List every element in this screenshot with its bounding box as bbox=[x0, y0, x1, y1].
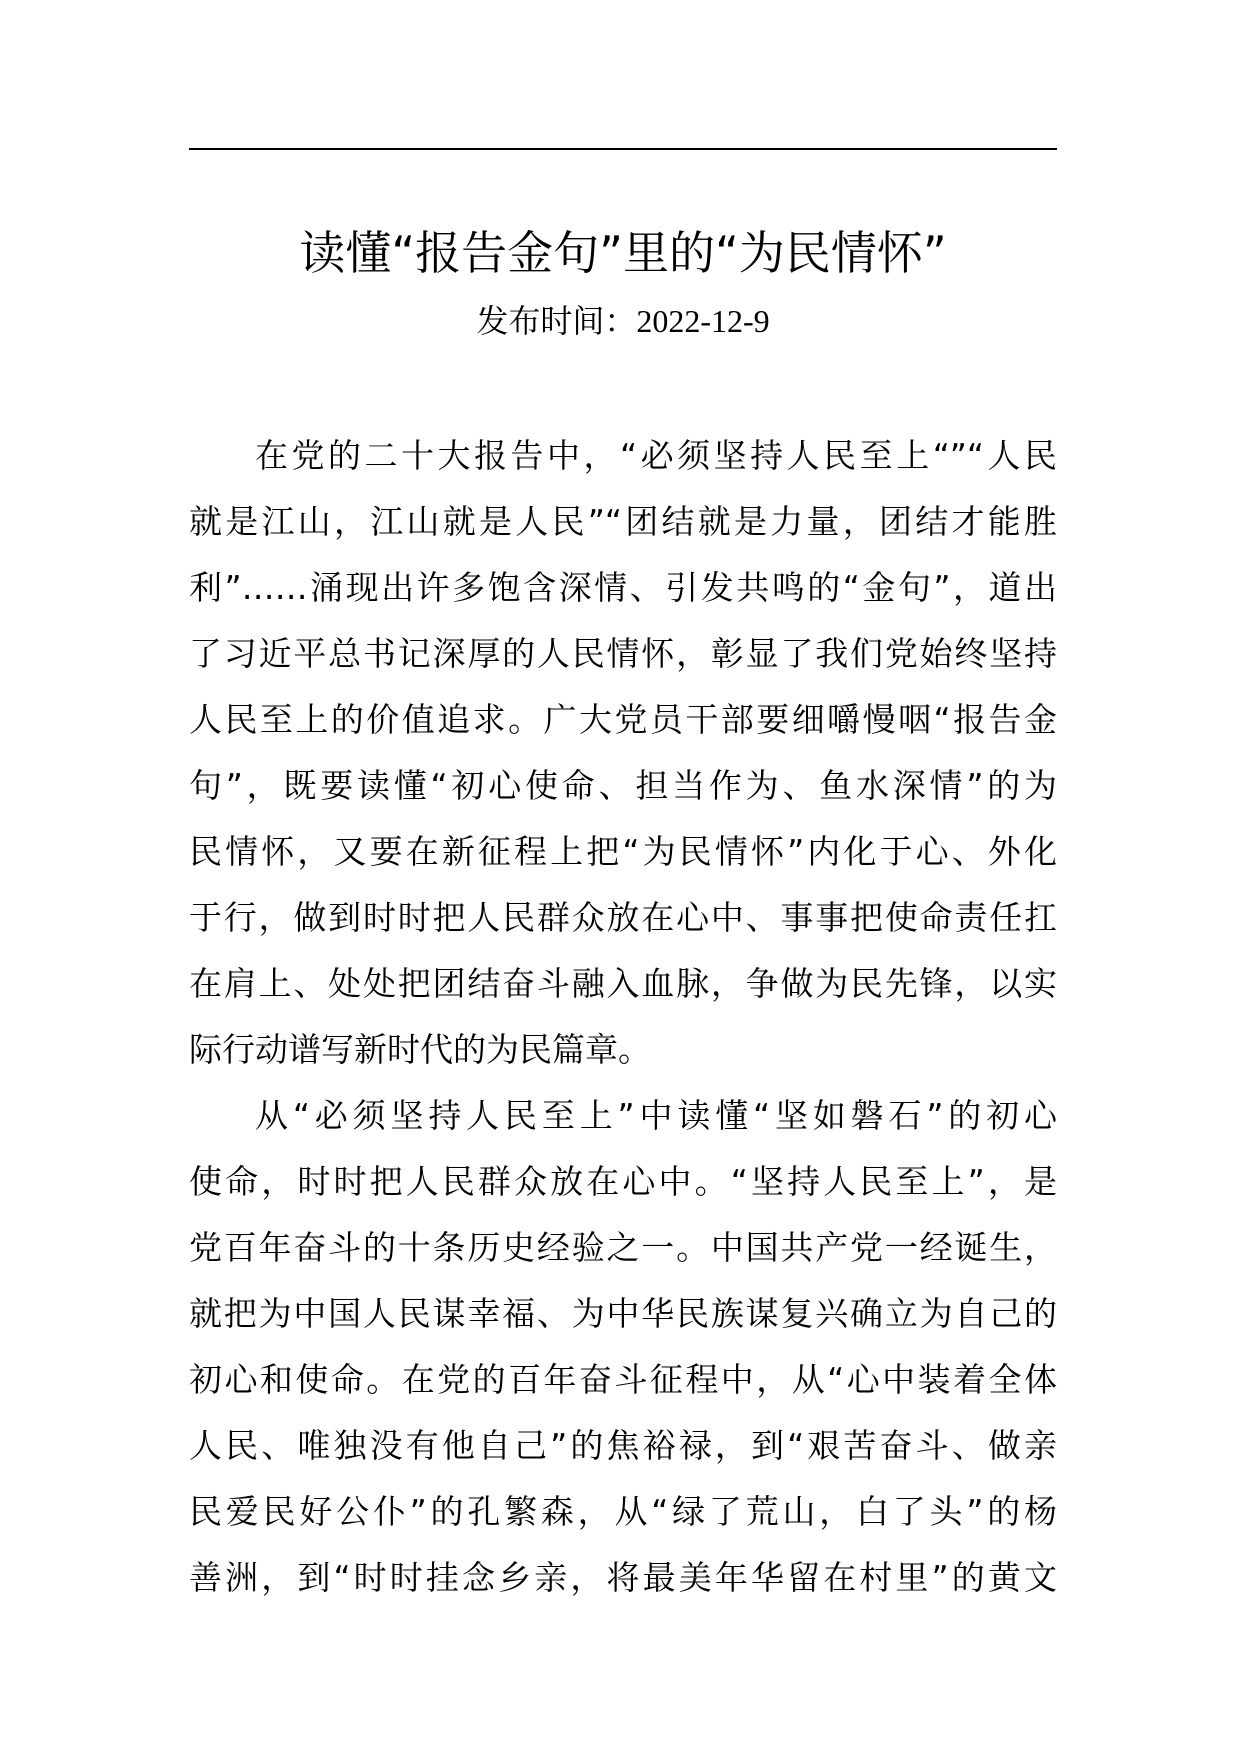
paragraph-line: 了习近平总书记深厚的人民情怀，彰显了我们党始终坚持 bbox=[189, 634, 1057, 673]
paragraph-line: 在党的二十大报告中，“必须坚持人民至上“”“人民 bbox=[255, 436, 1057, 475]
article-body bbox=[189, 423, 1057, 1611]
paragraph-line: 就是江山，江山就是人民”“团结就是力量，团结才能胜 bbox=[189, 502, 1057, 541]
paragraph-line: 就把为中国人民谋幸福、为中华民族谋复兴确立为自己的 bbox=[189, 1294, 1057, 1333]
paragraph-line: 民情怀，又要在新征程上把“为民情怀”内化于心、外化 bbox=[189, 832, 1057, 871]
date-value: 2022-12-9 bbox=[636, 303, 770, 339]
publish-date bbox=[189, 298, 1057, 344]
header-rule bbox=[189, 148, 1057, 150]
paragraph-line: 从“必须坚持人民至上”中读懂“坚如磐石”的初心 bbox=[255, 1096, 1057, 1135]
paragraph-line: 初心和使命。在党的百年奋斗征程中，从“心中装着全体 bbox=[189, 1360, 1057, 1399]
paragraph-line: 际行动谱写新时代的为民篇章。 bbox=[189, 1030, 651, 1069]
paragraph-line: 使命，时时把人民群众放在心中。“坚持人民至上”，是 bbox=[189, 1162, 1057, 1201]
paragraph-line: 人民、唯独没有他自己”的焦裕禄，到“艰苦奋斗、做亲 bbox=[189, 1426, 1057, 1465]
paragraph-line: 在肩上、处处把团结奋斗融入血脉，争做为民先锋，以实 bbox=[189, 964, 1057, 1003]
date-label: 发布时间： bbox=[476, 302, 637, 340]
paragraph-line: 人民至上的价值追求。广大党员干部要细嚼慢咽“报告金 bbox=[189, 700, 1057, 739]
paragraph-line: 党百年奋斗的十条历史经验之一。中国共产党一经诞生， bbox=[189, 1228, 1057, 1267]
article-title: 读懂“报告金句”里的“为民情怀” bbox=[299, 226, 947, 280]
paragraph-line: 民爱民好公仆”的孔繁森，从“绿了荒山，白了头”的杨 bbox=[189, 1492, 1057, 1531]
paragraph-line: 句”，既要读懂“初心使命、担当作为、鱼水深情”的为 bbox=[189, 766, 1057, 805]
paragraph-line: 利”……涌现出许多饱含深情、引发共鸣的“金句”，道出 bbox=[189, 568, 1057, 607]
paragraph-line: 于行，做到时时把人民群众放在心中、事事把使命责任扛 bbox=[189, 898, 1057, 937]
paragraph-line: 善洲，到“时时挂念乡亲，将最美年华留在村里”的黄文 bbox=[189, 1558, 1057, 1597]
